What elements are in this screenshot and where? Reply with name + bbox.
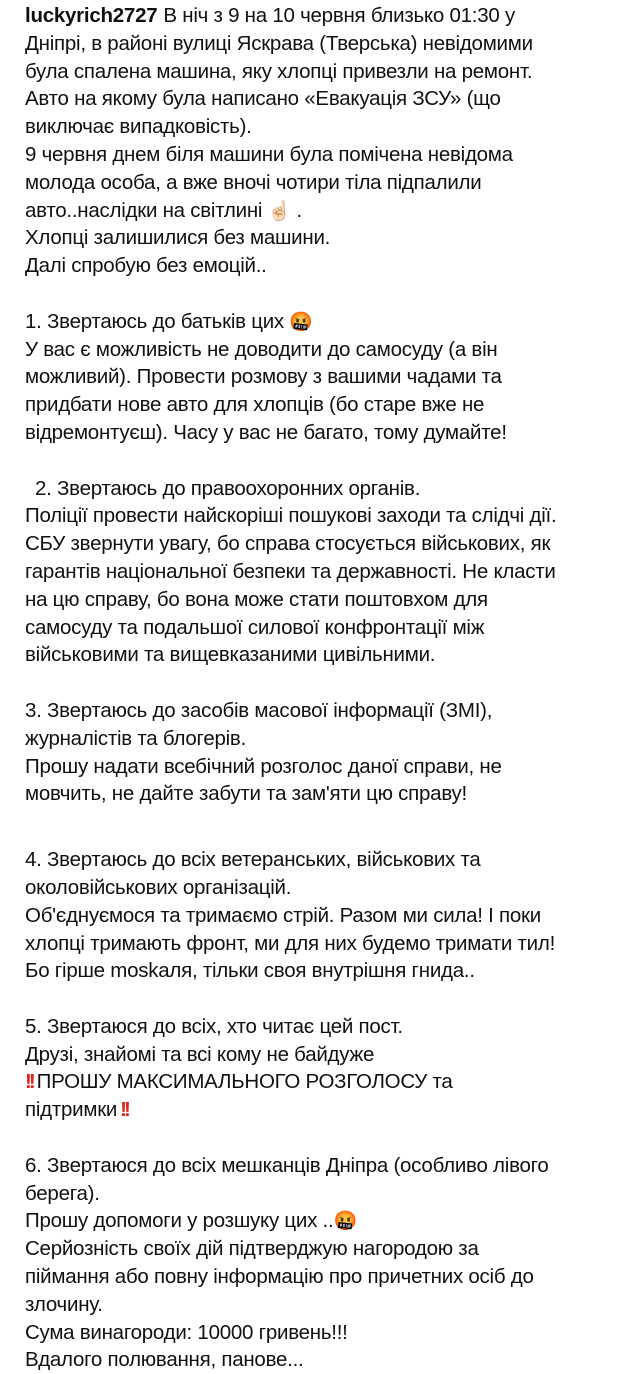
blank-line bbox=[25, 669, 635, 697]
caption-line: Авто на якому була написано «Евакуація ЗСУ» (що bbox=[25, 87, 501, 111]
caption-line: була спалена машина, яку хлопці привезли на ремонт. bbox=[25, 59, 533, 83]
pointing-up-icon: ☝🏻 bbox=[267, 200, 292, 222]
caption-line: виключає випадковість). bbox=[25, 115, 252, 139]
double-exclamation-icon: !! bbox=[25, 1070, 33, 1094]
caption-line: гарантів національної безпеки та державності. Не класти bbox=[25, 559, 556, 583]
section-4-heading: 4. Звертаюсь до всіх ветеранських, військових та bbox=[25, 848, 481, 872]
section-2-heading: 2. Звертаюсь до правоохоронних органів. bbox=[35, 476, 421, 500]
section-5-heading: 5. Звертаюся до всіх, хто читає цей пост. bbox=[25, 1014, 403, 1038]
blank-line bbox=[25, 808, 635, 846]
section-6-heading: 6. Звертаюся до всіх мешканців Дніпра (особливо лівого bbox=[25, 1153, 549, 1177]
username-link[interactable]: luckyrich2727 bbox=[25, 4, 158, 27]
caption-line: Серйозність своїх дій підтверджую нагородою за bbox=[25, 1237, 479, 1261]
blank-line bbox=[25, 1124, 635, 1152]
blank-line bbox=[25, 280, 635, 308]
caption-line bbox=[25, 197, 635, 225]
blank-line bbox=[25, 447, 635, 475]
caption-line: Хлопці залишилися без машини. bbox=[25, 226, 331, 250]
caption-line: Об'єднуємося та тримаємо стрій. Разом ми сила! І поки bbox=[25, 903, 541, 927]
section-4-heading: околовійськових організацій. bbox=[25, 875, 292, 899]
caption-line: хлопці тримають фронт, ми для них будемо тримати тил! bbox=[25, 931, 556, 955]
caption-line: злочину. bbox=[25, 1292, 103, 1316]
caption-line: Сума винагороди: 10000 гривень!!! bbox=[25, 1320, 348, 1344]
caption-text: . bbox=[296, 198, 302, 222]
post-caption bbox=[25, 2, 635, 1374]
caption-line: молода особа, а вже вночі чотири тіла підпалили bbox=[25, 170, 482, 194]
caption-text: Прошу допомоги у розшуку цих .. bbox=[25, 1209, 334, 1233]
caption-line: Дніпрі, в районі вулиці Яскрава (Тверська) невідомими bbox=[25, 31, 533, 55]
caption-line: Друзі, знайомі та всі кому не байдуже bbox=[25, 1042, 375, 1066]
caption-line: мовчить, не дайте забути та зам'яти цю справу! bbox=[25, 782, 467, 806]
angry-face-icon: 🤬 bbox=[289, 311, 313, 333]
caption-line: самосуду та подальшої силової конфронтації між bbox=[25, 615, 485, 639]
caption-line: Бо гірше moskаля, тільки своя внутрішня гнида.. bbox=[25, 959, 475, 983]
caption-text: авто..наслідки на світлині bbox=[25, 198, 263, 222]
caption-text: В ніч з 9 на 10 червня близько 01:30 у bbox=[163, 4, 515, 27]
caption-line bbox=[25, 1096, 635, 1124]
caption-line: Вдалого полювання, панове... bbox=[25, 1348, 304, 1372]
caption-line: піймання або повну інформацію про причетних осіб до bbox=[25, 1265, 534, 1289]
caption-line: можливий). Провести розмову з вашими чадами та bbox=[25, 365, 502, 389]
caption-line: придбати нове авто для хлопців (бо старе вже не bbox=[25, 393, 485, 417]
caption-line: 9 червня днем біля машини була помічена невідома bbox=[25, 142, 513, 166]
caption-line: військовими та вищевказаними цивільними. bbox=[25, 643, 436, 667]
blank-line bbox=[25, 985, 635, 1013]
caption-line: Далі спробую без емоцій.. bbox=[25, 254, 267, 278]
double-exclamation-icon: !! bbox=[120, 1098, 128, 1122]
caption-line bbox=[25, 2, 635, 30]
caption-line: на цю справу, бо вона може стати поштовхом для bbox=[25, 587, 488, 611]
caption-line bbox=[25, 1207, 635, 1235]
caption-line: відремонтуєш). Часу у вас не багато, тому думайте! bbox=[25, 420, 507, 444]
caption-line: Поліції провести найскоріші пошукові заходи та слідчі дії. bbox=[25, 504, 557, 528]
caption-line: Прошу надати всебічний розголос даної справи, не bbox=[25, 754, 502, 778]
section-3-heading: 3. Звертаюсь до засобів масової інформації (ЗМІ), bbox=[25, 698, 493, 722]
section-6-heading: берега). bbox=[25, 1181, 100, 1205]
caption-line bbox=[25, 1068, 635, 1096]
caption-text: ПРОШУ МАКСИМАЛЬНОГО РОЗГОЛОСУ та bbox=[36, 1070, 453, 1094]
section-1-heading bbox=[25, 308, 635, 336]
section-3-heading: журналістів та блогерів. bbox=[25, 726, 247, 750]
angry-face-icon: 🤬 bbox=[333, 1211, 357, 1233]
caption-text: підтримки bbox=[25, 1098, 118, 1122]
caption-line: СБУ звернути увагу, бо справа стосується військових, як bbox=[25, 532, 551, 556]
caption-text: 1. Звертаюсь до батьків цих bbox=[25, 309, 284, 333]
caption-line: У вас є можливість не доводити до самосуду (а він bbox=[25, 337, 498, 361]
